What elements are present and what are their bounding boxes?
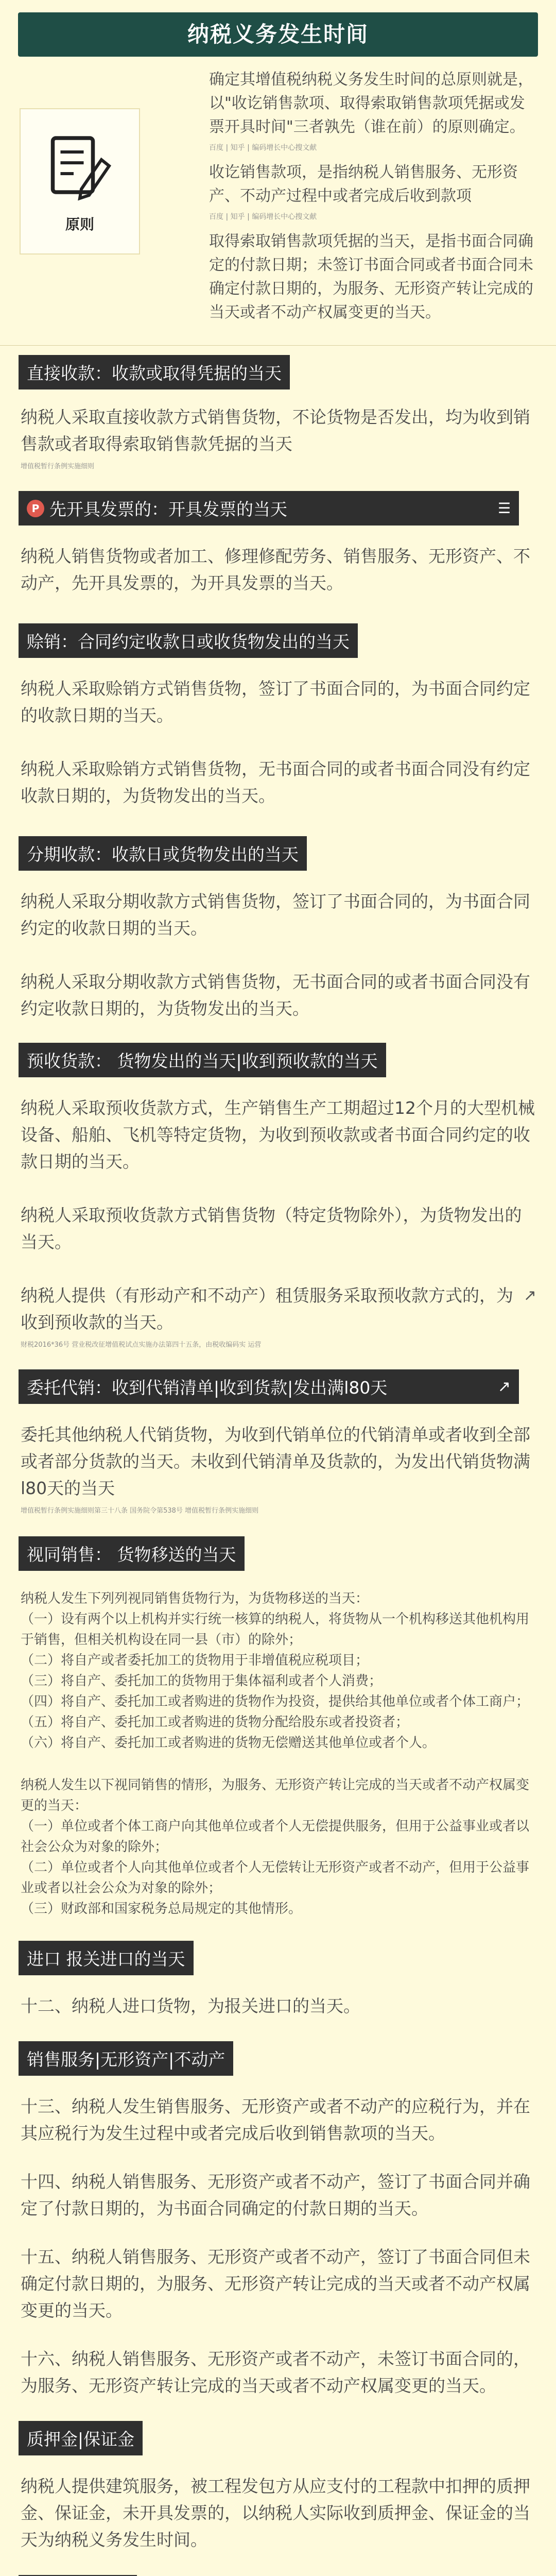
section-heading: 质押金|保证金 xyxy=(19,2421,143,2455)
source-note[interactable]: 增值税暂行条例实施细则第三十八条 国务院令第538号 增值税暂行条例实施细则 xyxy=(21,1507,259,1515)
section-heading: 视同销售： 货物移送的当天 xyxy=(19,1536,245,1571)
document-pen-icon xyxy=(41,129,118,206)
source-note[interactable]: 财税2016*36号 营业税改征增值税试点实施办法第四十五条，由税收编码实 运营 xyxy=(21,1341,262,1349)
principle-caption: 原则 xyxy=(65,216,94,233)
section-heading: 直接收款：收款或取得凭据的当天 xyxy=(19,355,290,389)
section-paragraph: 纳税人采取赊销方式销售货物，无书面合同的或者书面合同没有约定收款日期的，为货物发出的当天。 xyxy=(21,759,530,806)
external-link-icon[interactable]: ↗ xyxy=(523,1286,536,1304)
intro-paragraph-1: 确定其增值税纳税义务发生时间的总原则就是，以"收讫销售款项、取得索取销售款项凭据或发票开具时间"三者孰先（谁在前）的原则确定。 xyxy=(209,71,533,136)
section-heading-agent xyxy=(19,1369,519,1404)
section-paragraph: 纳税人采取分期收款方式销售货物，签订了书面合同的，为书面合同约定的收款日期的当天。 xyxy=(21,891,530,938)
section-paragraph: 纳税人采取直接收款方式销售货物，不论货物是否发出，均为收到销售款或者取得索取销售款凭据的当天 xyxy=(21,407,530,454)
section-paragraph: 纳税人销售货物或者加工、修理修配劳务、销售服务、无形资产、不动产，先开具发票的，为开具发票的当天。 xyxy=(21,546,530,593)
section-paragraph: 十三、纳税人发生销售服务、无形资产或者不动产的应税行为，并在其应税行为发生过程中或者完成后收到销售款项的当天。 xyxy=(21,2096,530,2143)
section-paragraph: 纳税人发生以下视同销售的情形，为服务、无形资产转让完成的当天或者不动产权属变更的当天： （一）单位或者个体工商户向其他单位或者个人无偿提供服务，但用于公益事业或者以社会公众为对象的除外； （二）单位或者个人向其他单位或者个人无偿转让无形资产或者不动产，但用于公益事业或者以社会公众为对象的除外； （三）财政部和国家税务总局规定的其他情形。 xyxy=(21,1777,530,1917)
page-title: 纳税义务发生时间 xyxy=(18,12,538,57)
section-heading: 赊销：合同约定收款日或收货物发出的当天 xyxy=(19,623,358,658)
divider xyxy=(0,345,556,346)
section-paragraph: 十二、纳税人进口货物，为报关进口的当天。 xyxy=(21,1996,360,2016)
intro-paragraph-3: 取得索取销售款项凭据的当天，是指书面合同确定的付款日期；未签订书面合同或者书面合同未确定付款日期的，为服务、无形资产转让完成的当天或者不动产权属变更的当天。 xyxy=(209,232,533,321)
section-heading: 进口 报关进口的当天 xyxy=(19,1941,194,1975)
section-paragraph: 纳税人采取分期收款方式销售货物，无书面合同的或者书面合同没有约定收款日期的，为货物发出的当天。 xyxy=(21,972,530,1019)
source-note[interactable]: 百度 | 知乎 | 编码增长中心搜文献 xyxy=(209,213,317,221)
section-paragraph: 十六、纳税人销售服务、无形资产或者不动产，未签订书面合同的，为服务、无形资产转让完成的当天或者不动产权属变更的当天。 xyxy=(21,2349,530,2396)
section-paragraph: 纳税人采取赊销方式销售货物，签订了书面合同的，为书面合同约定的收款日期的当天。 xyxy=(21,679,530,725)
external-link-icon[interactable]: ↗ xyxy=(497,1378,511,1396)
pdf-icon: P xyxy=(27,500,44,517)
intro-text xyxy=(200,68,536,328)
section-paragraph-row xyxy=(21,1282,536,1336)
section-paragraph: 纳税人采取预收货款方式，生产销售生产工期超过12个月的大型机械设备、船舶、飞机等特定货物，为收到预收款或者书面合同约定的收款日期的当天。 xyxy=(21,1098,535,1172)
source-note[interactable]: 增值税暂行条例实施细则 xyxy=(21,463,95,470)
section-paragraph: 纳税人提供建筑服务，被工程发包方从应支付的工程款中扣押的质押金、保证金，未开具发票的，以纳税人实际收到质押金、保证金的当天为纳税义务发生时间。 xyxy=(21,2476,530,2550)
section-heading: 预收货款： 货物发出的当天|收到预收款的当天 xyxy=(19,1043,386,1077)
section-paragraph: 委托其他纳税人代销货物，为收到代销单位的代销清单或者收到全部或者部分货款的当天。未收到代销清单及货款的，为发出代销货物满l80天的当天 xyxy=(21,1425,530,1498)
source-note[interactable]: 百度 | 知乎 | 编码增长中心搜文献 xyxy=(209,144,317,152)
section-heading-pdf xyxy=(19,491,519,526)
section-paragraph: 纳税人采取预收货款方式销售货物（特定货物除外），为货物发出的当天。 xyxy=(21,1205,522,1252)
intro-paragraph-2: 收讫销售款项，是指纳税人销售服务、无形资产、不动产过程中或者完成后收到款项 xyxy=(209,163,518,205)
section-heading-text: 委托代销：收到代销清单|收到货款|发出满l80天 xyxy=(27,1378,388,1398)
section-paragraph: 纳税人发生下列列视同销售货物行为，为货物移送的当天： （一）设有两个以上机构并实行统一核算的纳税人，将货物从一个机构移送其他机构用于销售，但相关机构设在同一县（市）的除外； （二）将自产或者委托加工的货物用于非增值税应税项目； （三）将自产、委托加工的货物用于集体福利或者个人消费； （四）将自产、委托加工或者购进的货物作为投资，提供给其他单位或者个体工商户； （五）将自产、委托加工或者购进的货物分配给股东或者投资者； （六）将自产、委托加工或者购进的货物无偿赠送其他单位或者个人。 xyxy=(21,1591,530,1751)
section-paragraph: 纳税人提供（有形动产和不动产）租赁服务采取预收款方式的，为收到预收款的当天。 xyxy=(21,1285,513,1332)
section-paragraph: 十五、纳税人销售服务、无形资产或者不动产，签订了书面合同但未确定付款日期的，为服务、无形资产转让完成的当天或者不动产权属变更的当天。 xyxy=(21,2247,530,2320)
section-paragraph: 十四、纳税人销售服务、无形资产或者不动产，签订了书面合同并确定了付款日期的，为书面合同确定的付款日期的当天。 xyxy=(21,2172,530,2218)
menu-icon[interactable]: ☰ xyxy=(497,500,511,517)
section-heading: 销售服务|无形资产|不动产 xyxy=(19,2041,233,2076)
section-heading-text: 先开具发票的：开具发票的当天 xyxy=(49,499,287,519)
principle-card xyxy=(20,108,140,255)
intro-section xyxy=(20,68,536,328)
section-heading: 分期收款：收款日或货物发出的当天 xyxy=(19,836,307,871)
intro-left xyxy=(20,68,200,328)
